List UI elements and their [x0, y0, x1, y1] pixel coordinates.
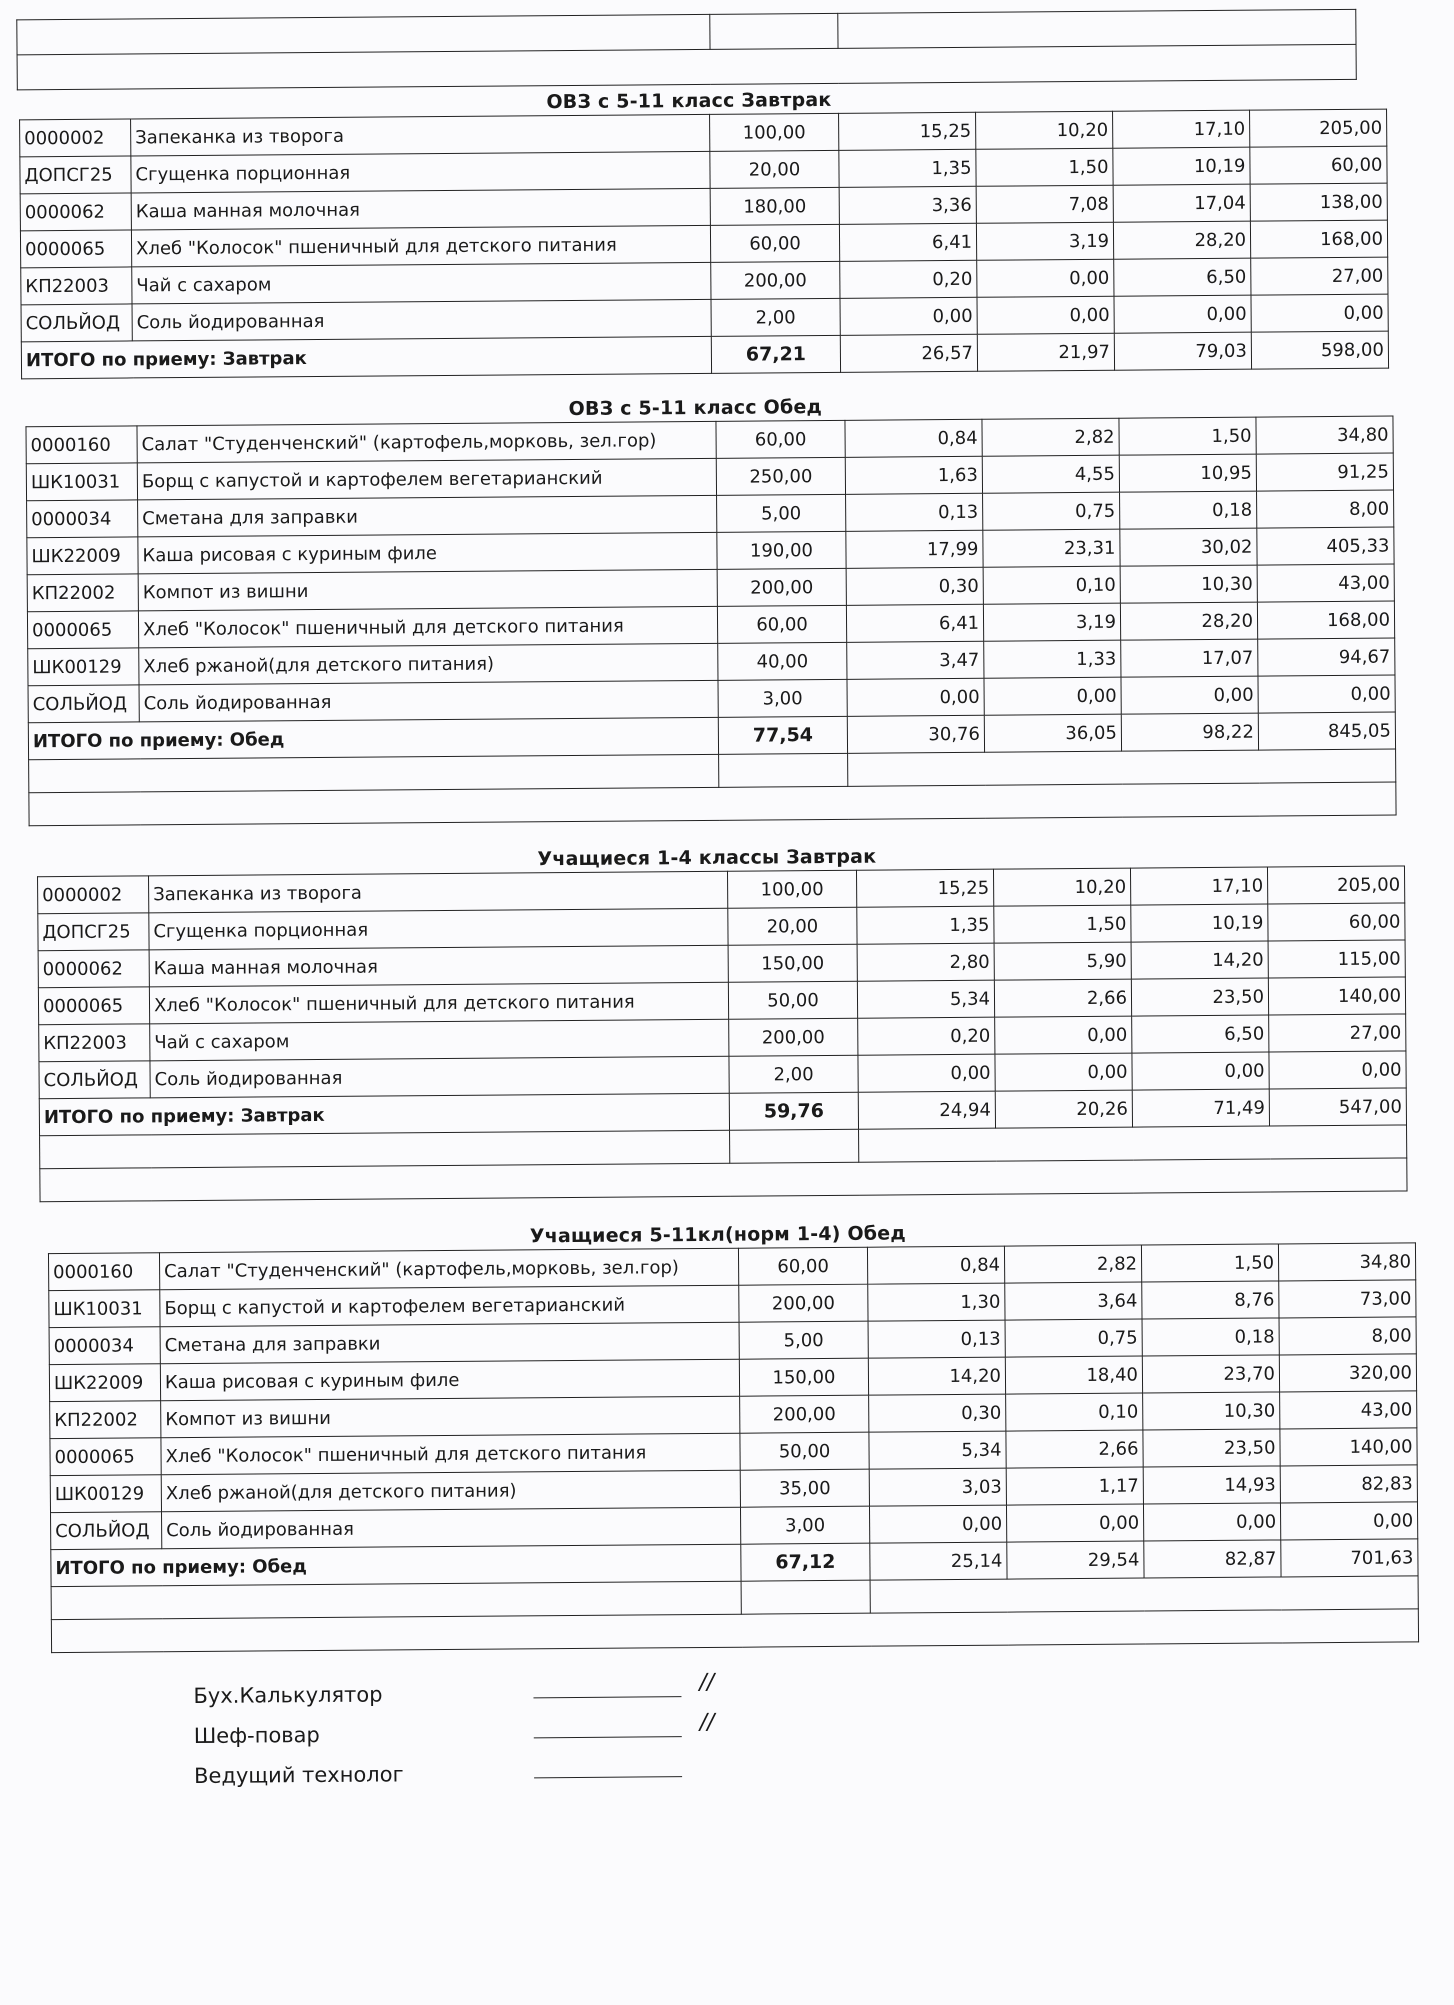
item-quantity: 200,00	[717, 568, 846, 606]
item-fat: 2,66	[1006, 1430, 1143, 1468]
total-protein: 25,14	[870, 1542, 1007, 1580]
item-carbs: 17,04	[1113, 184, 1250, 222]
item-kcal: 405,33	[1257, 527, 1394, 565]
item-protein: 1,35	[839, 149, 976, 187]
item-code: 0000062	[38, 950, 149, 988]
item-quantity: 60,00	[710, 224, 839, 262]
item-fat: 2,82	[982, 418, 1119, 456]
item-code: 0000065	[38, 987, 149, 1025]
item-quantity: 100,00	[727, 870, 856, 908]
item-quantity: 2,00	[729, 1055, 858, 1093]
item-carbs: 17,07	[1121, 639, 1258, 677]
item-protein: 1,30	[868, 1283, 1005, 1321]
item-code: 0000002	[38, 876, 149, 914]
item-name: Запеканка из творога	[149, 871, 728, 913]
item-name: Чай с сахаром	[150, 1019, 729, 1061]
item-quantity: 200,00	[740, 1395, 869, 1433]
item-kcal: 168,00	[1257, 601, 1394, 639]
item-protein: 6,41	[846, 604, 983, 642]
item-name: Хлеб "Колосок" пшеничный для детского питания	[138, 606, 717, 648]
item-name: Чай с сахаром	[132, 262, 711, 304]
previous-section-tail	[16, 9, 1357, 91]
blank-cell	[29, 754, 719, 792]
item-quantity: 5,00	[739, 1321, 868, 1359]
item-fat: 0,75	[1005, 1319, 1142, 1357]
item-kcal: 82,83	[1280, 1465, 1417, 1503]
item-quantity: 3,00	[718, 679, 847, 717]
item-kcal: 73,00	[1279, 1280, 1416, 1318]
item-carbs: 10,19	[1113, 147, 1250, 185]
item-fat: 0,00	[984, 677, 1121, 715]
total-fat: 21,97	[977, 333, 1114, 371]
signature-mark: //	[699, 1709, 715, 1735]
item-quantity: 100,00	[710, 113, 839, 151]
item-code: 0000034	[27, 500, 138, 538]
item-name: Сгущенка порционная	[149, 908, 728, 950]
item-kcal: 115,00	[1268, 940, 1405, 978]
item-quantity: 5,00	[717, 494, 846, 532]
item-protein: 17,99	[846, 530, 983, 568]
item-protein: 0,84	[845, 419, 982, 457]
blank-cell	[741, 1580, 870, 1614]
item-carbs: 10,19	[1131, 904, 1268, 942]
item-protein: 0,20	[840, 260, 977, 298]
item-name: Хлеб "Колосок" пшеничный для детского питания	[161, 1433, 740, 1475]
total-label: ИТОГО по приему: Обед	[51, 1544, 741, 1586]
item-fat: 0,75	[983, 492, 1120, 530]
item-carbs: 0,18	[1120, 491, 1257, 529]
menu-section	[19, 83, 1384, 380]
item-code: 0000034	[49, 1327, 160, 1365]
item-code: ДОПСГ25	[38, 913, 149, 951]
blank-cell	[848, 749, 1396, 786]
item-kcal: 91,25	[1256, 453, 1393, 491]
item-fat: 0,00	[995, 1053, 1132, 1091]
item-kcal: 8,00	[1279, 1317, 1416, 1355]
item-fat: 1,33	[984, 640, 1121, 678]
total-fat: 29,54	[1007, 1541, 1144, 1579]
total-carbs: 82,87	[1144, 1540, 1281, 1578]
item-kcal: 34,80	[1278, 1243, 1415, 1281]
item-carbs: 6,50	[1132, 1015, 1269, 1053]
item-protein: 5,34	[869, 1431, 1006, 1469]
item-kcal: 205,00	[1267, 866, 1404, 904]
signature-row	[193, 1709, 715, 1756]
item-code: КП22002	[50, 1401, 161, 1439]
item-quantity: 40,00	[718, 642, 847, 680]
item-code: КП22002	[27, 574, 138, 612]
signature-row	[194, 1752, 715, 1796]
total-quantity: 77,54	[718, 716, 847, 754]
item-name: Соль йодированная	[132, 299, 711, 341]
item-quantity: 200,00	[729, 1018, 858, 1056]
item-protein: 0,84	[867, 1246, 1004, 1284]
item-carbs: 0,00	[1114, 295, 1251, 333]
item-protein: 0,00	[869, 1505, 1006, 1543]
item-quantity: 35,00	[740, 1469, 869, 1507]
item-kcal: 60,00	[1250, 146, 1387, 184]
item-fat: 2,82	[1004, 1245, 1141, 1283]
item-carbs: 23,50	[1143, 1429, 1280, 1467]
item-protein: 0,20	[858, 1017, 995, 1055]
item-fat: 0,10	[983, 566, 1120, 604]
item-carbs: 28,20	[1113, 221, 1250, 259]
item-name: Соль йодированная	[150, 1056, 729, 1098]
item-protein: 3,36	[839, 186, 976, 224]
item-kcal: 43,00	[1280, 1391, 1417, 1429]
total-carbs: 71,49	[1132, 1089, 1269, 1127]
item-kcal: 43,00	[1257, 564, 1394, 602]
total-protein: 24,94	[858, 1091, 995, 1129]
item-name: Сметана для заправки	[138, 495, 717, 537]
section-title: ОВЗ с 5-11 класс Обед	[568, 396, 823, 421]
item-code: 0000002	[20, 119, 131, 157]
total-kcal: 701,63	[1281, 1539, 1418, 1577]
item-fat: 5,90	[994, 942, 1131, 980]
item-name: Каша рисовая с куриным филе	[138, 532, 717, 574]
item-quantity: 60,00	[716, 420, 845, 458]
item-code: 0000065	[27, 611, 138, 649]
item-code: ДОПСГ25	[20, 156, 131, 194]
item-carbs: 0,00	[1143, 1503, 1280, 1541]
item-kcal: 27,00	[1251, 257, 1388, 295]
item-protein: 3,03	[869, 1468, 1006, 1506]
menu-section	[48, 1217, 1414, 1654]
item-kcal: 27,00	[1269, 1014, 1406, 1052]
item-protein: 15,25	[839, 112, 976, 150]
item-kcal: 0,00	[1258, 675, 1395, 713]
item-quantity: 2,00	[711, 298, 840, 336]
section-title: ОВЗ с 5-11 класс Завтрак	[546, 88, 832, 114]
item-fat: 7,08	[976, 185, 1113, 223]
item-code: ШК22009	[49, 1364, 160, 1402]
total-protein: 30,76	[847, 715, 984, 753]
item-name: Салат "Студенченский" (картофель,морковь, зел.гор)	[137, 421, 716, 463]
total-kcal: 598,00	[1251, 331, 1388, 369]
item-code: КП22003	[21, 267, 132, 305]
item-name: Борщ с капустой и картофелем вегетарианский	[160, 1285, 739, 1327]
item-carbs: 17,10	[1130, 867, 1267, 905]
item-carbs: 28,20	[1120, 602, 1257, 640]
total-carbs: 98,22	[1121, 713, 1258, 751]
item-protein: 0,30	[846, 567, 983, 605]
item-carbs: 23,70	[1142, 1355, 1279, 1393]
item-fat: 1,17	[1006, 1467, 1143, 1505]
item-code: СОЛЬЙОД	[28, 685, 139, 723]
item-name: Запеканка из творога	[131, 114, 710, 156]
item-protein: 15,25	[856, 869, 993, 907]
signature-mark: //	[699, 1669, 715, 1695]
item-protein: 1,63	[845, 456, 982, 494]
item-kcal: 168,00	[1250, 220, 1387, 258]
item-carbs: 14,93	[1143, 1466, 1280, 1504]
item-fat: 3,19	[976, 222, 1113, 260]
item-code: СОЛЬЙОД	[51, 1512, 162, 1550]
item-code: ШК10031	[49, 1290, 160, 1328]
item-name: Хлеб "Колосок" пшеничный для детского питания	[131, 225, 710, 267]
item-quantity: 60,00	[717, 605, 846, 643]
item-quantity: 250,00	[716, 457, 845, 495]
item-name: Компот из вишни	[161, 1396, 740, 1438]
section-title: Учащиеся 5-11кл(норм 1-4) Обед	[529, 1222, 906, 1248]
menu-table	[37, 865, 1408, 1202]
total-label: ИТОГО по приему: Завтрак	[21, 336, 711, 378]
item-name: Салат "Студенченский" (картофель,морковь, зел.гор)	[159, 1248, 738, 1290]
item-code: 0000160	[48, 1253, 159, 1291]
item-carbs: 17,10	[1113, 110, 1250, 148]
item-carbs: 8,76	[1142, 1281, 1279, 1319]
item-protein: 0,13	[846, 493, 983, 531]
item-kcal: 205,00	[1250, 109, 1387, 147]
section-title: Учащиеся 1-4 классы Завтрак	[537, 845, 877, 871]
item-name: Каша манная молочная	[149, 945, 728, 987]
item-code: ШК00129	[28, 648, 139, 686]
item-fat: 18,40	[1005, 1356, 1142, 1394]
item-protein: 14,20	[868, 1357, 1005, 1395]
item-kcal: 8,00	[1257, 490, 1394, 528]
item-carbs: 23,50	[1131, 978, 1268, 1016]
item-name: Сметана для заправки	[160, 1322, 739, 1364]
total-quantity: 67,12	[741, 1543, 870, 1581]
total-carbs: 79,03	[1114, 332, 1251, 370]
item-kcal: 94,67	[1258, 638, 1395, 676]
total-protein: 26,57	[840, 334, 977, 372]
item-code: 0000062	[20, 193, 131, 231]
item-fat: 3,64	[1005, 1282, 1142, 1320]
item-carbs: 0,00	[1132, 1052, 1269, 1090]
item-carbs: 1,50	[1119, 417, 1256, 455]
signature-role: Ведущий технолог	[193, 1762, 404, 1788]
total-label: ИТОГО по приему: Завтрак	[39, 1093, 729, 1135]
menu-section	[37, 840, 1402, 1203]
blank-cell	[870, 1576, 1418, 1613]
signature-line	[534, 1776, 682, 1778]
item-carbs: 10,30	[1120, 565, 1257, 603]
item-quantity: 190,00	[717, 531, 846, 569]
total-label: ИТОГО по приему: Обед	[28, 717, 718, 759]
item-fat: 0,00	[977, 296, 1114, 334]
item-code: ШК10031	[26, 463, 137, 501]
item-code: СОЛЬЙОД	[39, 1061, 150, 1099]
item-carbs: 0,00	[1121, 676, 1258, 714]
item-quantity: 50,00	[728, 981, 857, 1019]
blank-cell	[730, 1129, 859, 1163]
blank-cell	[51, 1581, 741, 1619]
signature-line	[533, 1696, 681, 1698]
item-protein: 0,13	[868, 1320, 1005, 1358]
item-fat: 0,00	[995, 1016, 1132, 1054]
item-fat: 0,10	[1006, 1393, 1143, 1431]
item-quantity: 50,00	[740, 1432, 869, 1470]
blank-cell	[40, 1130, 730, 1168]
item-quantity: 60,00	[738, 1247, 867, 1285]
item-fat: 3,19	[983, 603, 1120, 641]
total-fat: 36,05	[984, 714, 1121, 752]
total-fat: 20,26	[995, 1090, 1132, 1128]
item-kcal: 140,00	[1268, 977, 1405, 1015]
blank-cell	[719, 753, 848, 787]
item-quantity: 3,00	[740, 1506, 869, 1544]
menu-table	[25, 416, 1396, 827]
item-name: Компот из вишни	[138, 569, 717, 611]
blank-cell	[859, 1125, 1407, 1162]
total-quantity: 67,21	[711, 335, 840, 373]
item-protein: 0,00	[840, 297, 977, 335]
item-carbs: 14,20	[1131, 941, 1268, 979]
menu-table	[19, 109, 1389, 380]
signature-block	[193, 1669, 715, 1796]
item-fat: 0,00	[1006, 1504, 1143, 1542]
item-name: Сгущенка порционная	[131, 151, 710, 193]
item-name: Хлеб ржаной(для детского питания)	[161, 1470, 740, 1512]
item-quantity: 150,00	[739, 1358, 868, 1396]
item-quantity: 200,00	[711, 261, 840, 299]
item-quantity: 20,00	[710, 150, 839, 188]
item-fat: 10,20	[993, 868, 1130, 906]
item-fat: 10,20	[976, 111, 1113, 149]
item-protein: 0,00	[858, 1054, 995, 1092]
item-carbs: 10,30	[1143, 1392, 1280, 1430]
item-name: Соль йодированная	[139, 680, 718, 722]
item-kcal: 140,00	[1280, 1428, 1417, 1466]
item-kcal: 0,00	[1251, 294, 1388, 332]
item-quantity: 20,00	[728, 907, 857, 945]
item-protein: 5,34	[857, 980, 994, 1018]
item-protein: 0,30	[869, 1394, 1006, 1432]
total-kcal: 547,00	[1269, 1088, 1406, 1126]
item-kcal: 320,00	[1279, 1354, 1416, 1392]
menu-table	[48, 1242, 1419, 1653]
item-kcal: 0,00	[1269, 1051, 1406, 1089]
item-protein: 6,41	[839, 223, 976, 261]
item-name: Каша рисовая с куриным филе	[160, 1359, 739, 1401]
menu-section	[25, 390, 1391, 827]
signature-role: Бух.Калькулятор	[193, 1682, 383, 1708]
item-quantity: 200,00	[739, 1284, 868, 1322]
item-fat: 4,55	[982, 455, 1119, 493]
total-kcal: 845,05	[1258, 712, 1395, 750]
item-carbs: 10,95	[1119, 454, 1256, 492]
item-fat: 1,50	[976, 148, 1113, 186]
item-code: 0000065	[50, 1438, 161, 1476]
total-quantity: 59,76	[729, 1092, 858, 1130]
item-fat: 1,50	[994, 905, 1131, 943]
item-name: Хлеб ржаной(для детского питания)	[139, 643, 718, 685]
item-code: КП22003	[39, 1024, 150, 1062]
item-fat: 23,31	[983, 529, 1120, 567]
item-kcal: 34,80	[1256, 416, 1393, 454]
item-code: 0000065	[20, 230, 131, 268]
signature-line	[534, 1736, 682, 1738]
item-fat: 0,00	[977, 259, 1114, 297]
item-protein: 0,00	[847, 678, 984, 716]
item-fat: 2,66	[994, 979, 1131, 1017]
item-code: ШК00129	[50, 1475, 161, 1513]
item-carbs: 0,18	[1142, 1318, 1279, 1356]
item-code: 0000160	[26, 426, 137, 464]
item-protein: 3,47	[847, 641, 984, 679]
item-name: Хлеб "Колосок" пшеничный для детского питания	[149, 982, 728, 1024]
item-carbs: 1,50	[1141, 1244, 1278, 1282]
item-carbs: 30,02	[1120, 528, 1257, 566]
item-carbs: 6,50	[1114, 258, 1251, 296]
item-kcal: 0,00	[1280, 1502, 1417, 1540]
item-kcal: 138,00	[1250, 183, 1387, 221]
item-protein: 1,35	[857, 906, 994, 944]
item-name: Борщ с капустой и картофелем вегетарианский	[137, 458, 716, 500]
item-name: Каша манная молочная	[131, 188, 710, 230]
item-quantity: 180,00	[710, 187, 839, 225]
item-quantity: 150,00	[728, 944, 857, 982]
item-code: ШК22009	[27, 537, 138, 575]
item-name: Соль йодированная	[162, 1507, 741, 1549]
signature-row	[193, 1669, 715, 1716]
item-protein: 2,80	[857, 943, 994, 981]
item-code: СОЛЬЙОД	[21, 304, 132, 342]
signature-role: Шеф-повар	[193, 1723, 320, 1748]
item-kcal: 60,00	[1268, 903, 1405, 941]
